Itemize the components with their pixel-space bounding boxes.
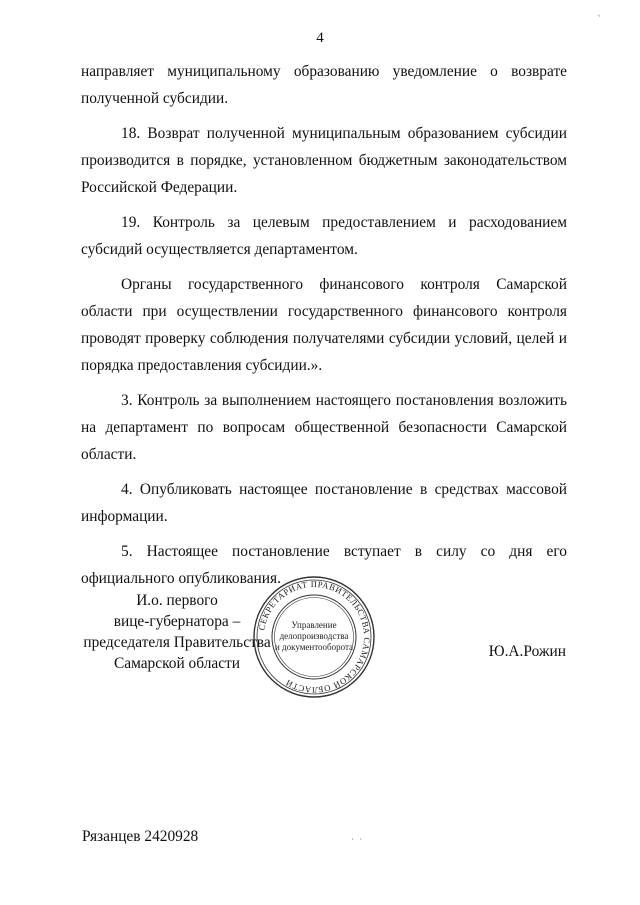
executor-footer: Рязанцев 2420928: [82, 828, 199, 845]
seal-center-line: и документооборота: [274, 642, 354, 652]
paragraph-item-4: 4. Опубликовать настоящее постановление в средствах массовой информации.: [81, 481, 567, 525]
seal-center-line: делопроизводства: [279, 631, 349, 641]
paragraph-financial-control: Органы государственного финансового контроля Самарской области при осуществлении государственного финансового контроля проводят проверку соблюдения получателями субсидии условий, целей и порядка предоставления субсидии.».: [81, 276, 567, 374]
signatory-title-line: вице-губернатора –: [113, 613, 241, 630]
paragraph-item-3: 3. Контроль за выполнением настоящего постановления возложить на департамент по вопросам общественной безопасности Самарской области.: [81, 392, 567, 463]
signatory-name: Ю.А.Рожин: [488, 643, 566, 660]
page-number: 4: [316, 30, 324, 46]
signatory-title: [82, 590, 272, 674]
scan-noise-mark: ˙ ˙: [350, 838, 364, 849]
signatory-title-line: председателя Правительства: [83, 634, 271, 651]
scan-noise-mark: ˎ: [597, 6, 602, 17]
signatory-title-line: Самарской области: [113, 655, 240, 672]
signatory-title-line: И.о. первого: [136, 592, 218, 609]
paragraph-item-18: 18. Возврат полученной муниципальным образованием субсидии производится в порядке, установленном бюджетным законодательством Российской Федерации.: [81, 125, 567, 196]
seal-center-line: Управление: [291, 620, 337, 630]
paragraph-item-5: 5. Настоящее постановление вступает в силу со дня его официального опубликования.: [81, 543, 567, 587]
paragraph-item-19: 19. Контроль за целевым предоставлением и расходованием субсидий осуществляется департаментом.: [81, 214, 567, 258]
official-seal-stamp: [252, 575, 376, 699]
seal-ring-text: СЕКРЕТАРИАТ ПРАВИТЕЛЬСТВА САМАРСКОЙ ОБЛАСТИ: [256, 578, 373, 696]
paragraph-continuation: направляет муниципальному образованию уведомление о возврате полученной субсидии.: [81, 63, 567, 107]
document-body: [81, 58, 567, 600]
